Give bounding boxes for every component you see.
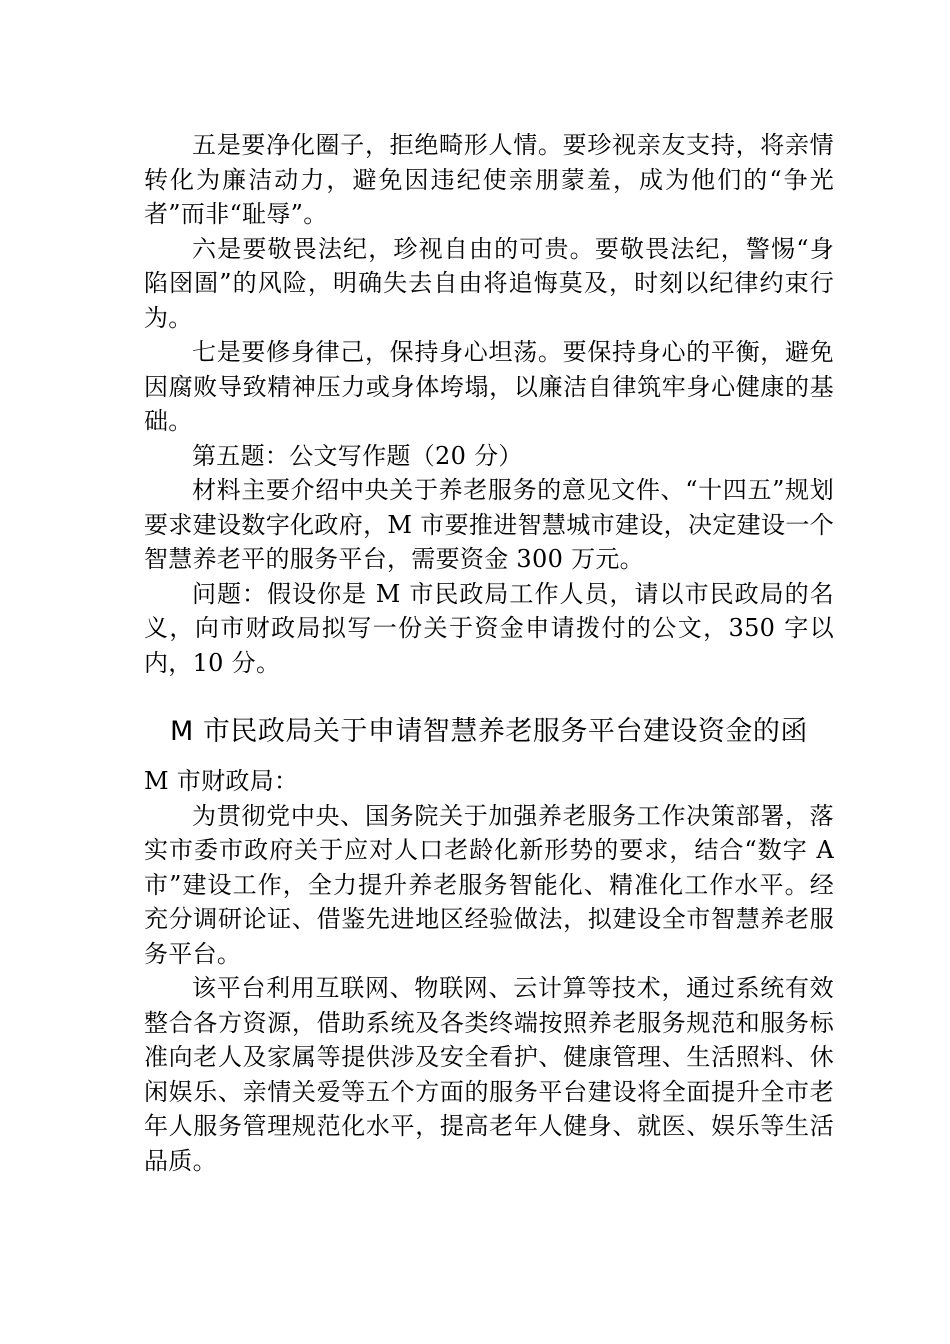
paragraph-point-five: 五是要净化圈子，拒绝畸形人情。要珍视亲友支持，将亲情转化为廉洁动力，避免因违纪使亲朋蒙羞，成为他们的“争光者”而非“耻辱”。 [144, 131, 834, 228]
document-body-paragraph: 为贯彻党中央、国务院关于加强养老服务工作决策部署，落实市委市政府关于应对人口老龄化新形势的要求，结合“数字 A 市”建设工作，全力提升养老服务智能化、精准化工作水平。经充分调研论证、借鉴先进地区经验做法，拟建设全市智慧养老服务平台。 [144, 801, 834, 968]
paragraph-point-seven: 七是要修身律己，保持身心坦荡。要保持身心的平衡，避免因腐败导致精神压力或身体垮塌，以廉洁自律筑牢身心健康的基础。 [144, 338, 834, 435]
paragraph-point-six: 六是要敬畏法纪，珍视自由的可贵。要敬畏法纪，警惕“身陷囹圄”的风险，明确失去自由将追悔莫及，时刻以纪律约束行为。 [144, 234, 834, 332]
material-description: 材料主要介绍中央关于养老服务的意见文件、“十四五”规划要求建设数字化政府，M 市要推进智慧城市建设，决定建设一个智慧养老平的服务平台，需要资金 300 万元。 [144, 476, 834, 573]
document-addressee: M 市财政局： [144, 767, 299, 795]
question-prompt: 问题：假设你是 M 市民政局工作人员，请以市民政局的名义，向市财政局拟写一份关于资金申请拨付的公文，350 字以内，10 分。 [144, 579, 834, 677]
question-five-heading: 第五题：公文写作题（20 分） [192, 441, 523, 470]
document-title: M 市民政局关于申请智慧养老服务平台建设资金的函 [170, 716, 808, 747]
document-body-paragraph: 该平台利用互联网、物联网、云计算等技术，通过系统有效整合各方资源，借助系统及各类终端按照养老服务规范和服务标准向老人及家属等提供涉及安全看护、健康管理、生活照料、休闲娱乐、亲情关爱等五个方面的服务平台建设将全面提升全市老年人服务管理规范化水平，提高老年人健身、就医、娱乐等生活品质。 [144, 974, 834, 1175]
page-content [144, 128, 834, 1178]
